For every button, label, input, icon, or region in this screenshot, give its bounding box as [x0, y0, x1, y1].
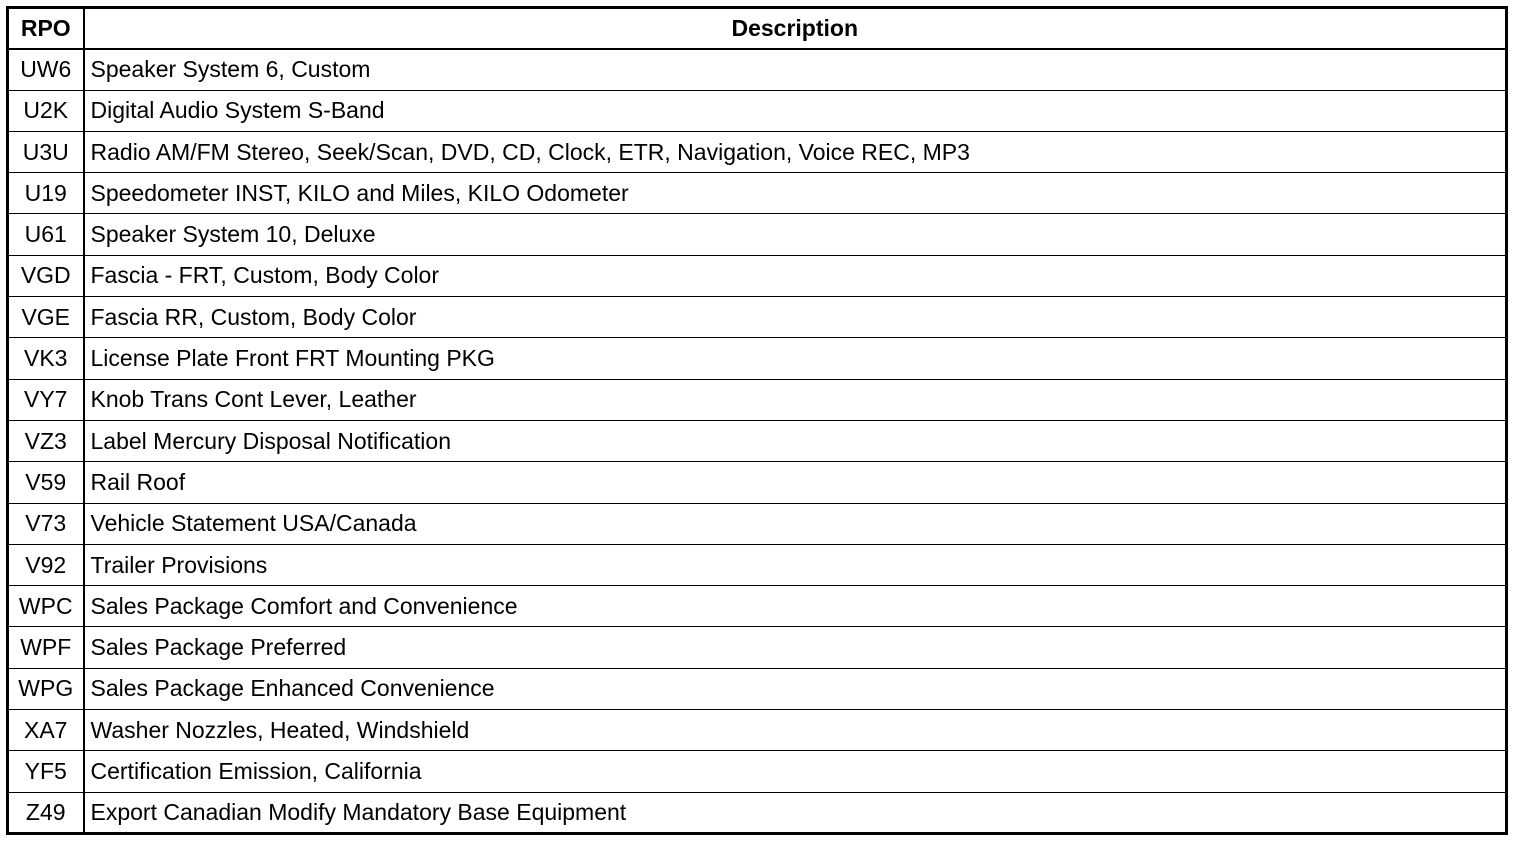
- rpo-code-cell: WPG: [8, 668, 84, 709]
- rpo-code-cell: VGE: [8, 297, 84, 338]
- description-cell: Sales Package Comfort and Convenience: [84, 586, 1507, 627]
- rpo-column-header: RPO: [8, 8, 84, 49]
- description-cell: Knob Trans Cont Lever, Leather: [84, 379, 1507, 420]
- rpo-code-cell: U19: [8, 173, 84, 214]
- rpo-code-cell: YF5: [8, 751, 84, 792]
- table-row: [8, 214, 1507, 255]
- rpo-code-cell: U3U: [8, 131, 84, 172]
- rpo-code-cell: U61: [8, 214, 84, 255]
- rpo-code-cell: WPF: [8, 627, 84, 668]
- table-row: [8, 627, 1507, 668]
- rpo-code-cell: VZ3: [8, 420, 84, 461]
- description-cell: Radio AM/FM Stereo, Seek/Scan, DVD, CD, Clock, ETR, Navigation, Voice REC, MP3: [84, 131, 1507, 172]
- table-row: [8, 792, 1507, 833]
- rpo-code-cell: UW6: [8, 49, 84, 90]
- description-cell: Label Mercury Disposal Notification: [84, 420, 1507, 461]
- table-body: [8, 49, 1507, 834]
- table-row: [8, 586, 1507, 627]
- table-row: [8, 255, 1507, 296]
- description-cell: Fascia - FRT, Custom, Body Color: [84, 255, 1507, 296]
- description-cell: License Plate Front FRT Mounting PKG: [84, 338, 1507, 379]
- table-row: [8, 90, 1507, 131]
- table-row: [8, 544, 1507, 585]
- description-cell: Washer Nozzles, Heated, Windshield: [84, 710, 1507, 751]
- description-cell: Trailer Provisions: [84, 544, 1507, 585]
- description-cell: Vehicle Statement USA/Canada: [84, 503, 1507, 544]
- table-row: [8, 173, 1507, 214]
- rpo-code-cell: V59: [8, 462, 84, 503]
- rpo-code-cell: VK3: [8, 338, 84, 379]
- table-row: [8, 668, 1507, 709]
- rpo-table: [6, 6, 1508, 835]
- table-row: [8, 751, 1507, 792]
- rpo-code-cell: Z49: [8, 792, 84, 833]
- table-row: [8, 131, 1507, 172]
- rpo-code-cell: U2K: [8, 90, 84, 131]
- table-row: [8, 462, 1507, 503]
- table-row: [8, 338, 1507, 379]
- description-cell: Speedometer INST, KILO and Miles, KILO Odometer: [84, 173, 1507, 214]
- description-column-header: Description: [84, 8, 1507, 49]
- rpo-code-cell: V73: [8, 503, 84, 544]
- description-cell: Sales Package Enhanced Convenience: [84, 668, 1507, 709]
- description-cell: Sales Package Preferred: [84, 627, 1507, 668]
- rpo-code-cell: XA7: [8, 710, 84, 751]
- table-row: [8, 49, 1507, 90]
- rpo-code-cell: V92: [8, 544, 84, 585]
- description-cell: Fascia RR, Custom, Body Color: [84, 297, 1507, 338]
- description-cell: Digital Audio System S-Band: [84, 90, 1507, 131]
- table-row: [8, 420, 1507, 461]
- table-row: [8, 710, 1507, 751]
- table-row: [8, 379, 1507, 420]
- table-row: [8, 297, 1507, 338]
- rpo-code-cell: VGD: [8, 255, 84, 296]
- description-cell: Export Canadian Modify Mandatory Base Equipment: [84, 792, 1507, 833]
- description-cell: Speaker System 6, Custom: [84, 49, 1507, 90]
- rpo-code-cell: VY7: [8, 379, 84, 420]
- table-header: [8, 8, 1507, 49]
- rpo-code-cell: WPC: [8, 586, 84, 627]
- description-cell: Rail Roof: [84, 462, 1507, 503]
- description-cell: Speaker System 10, Deluxe: [84, 214, 1507, 255]
- description-cell: Certification Emission, California: [84, 751, 1507, 792]
- header-row: [8, 8, 1507, 49]
- table-row: [8, 503, 1507, 544]
